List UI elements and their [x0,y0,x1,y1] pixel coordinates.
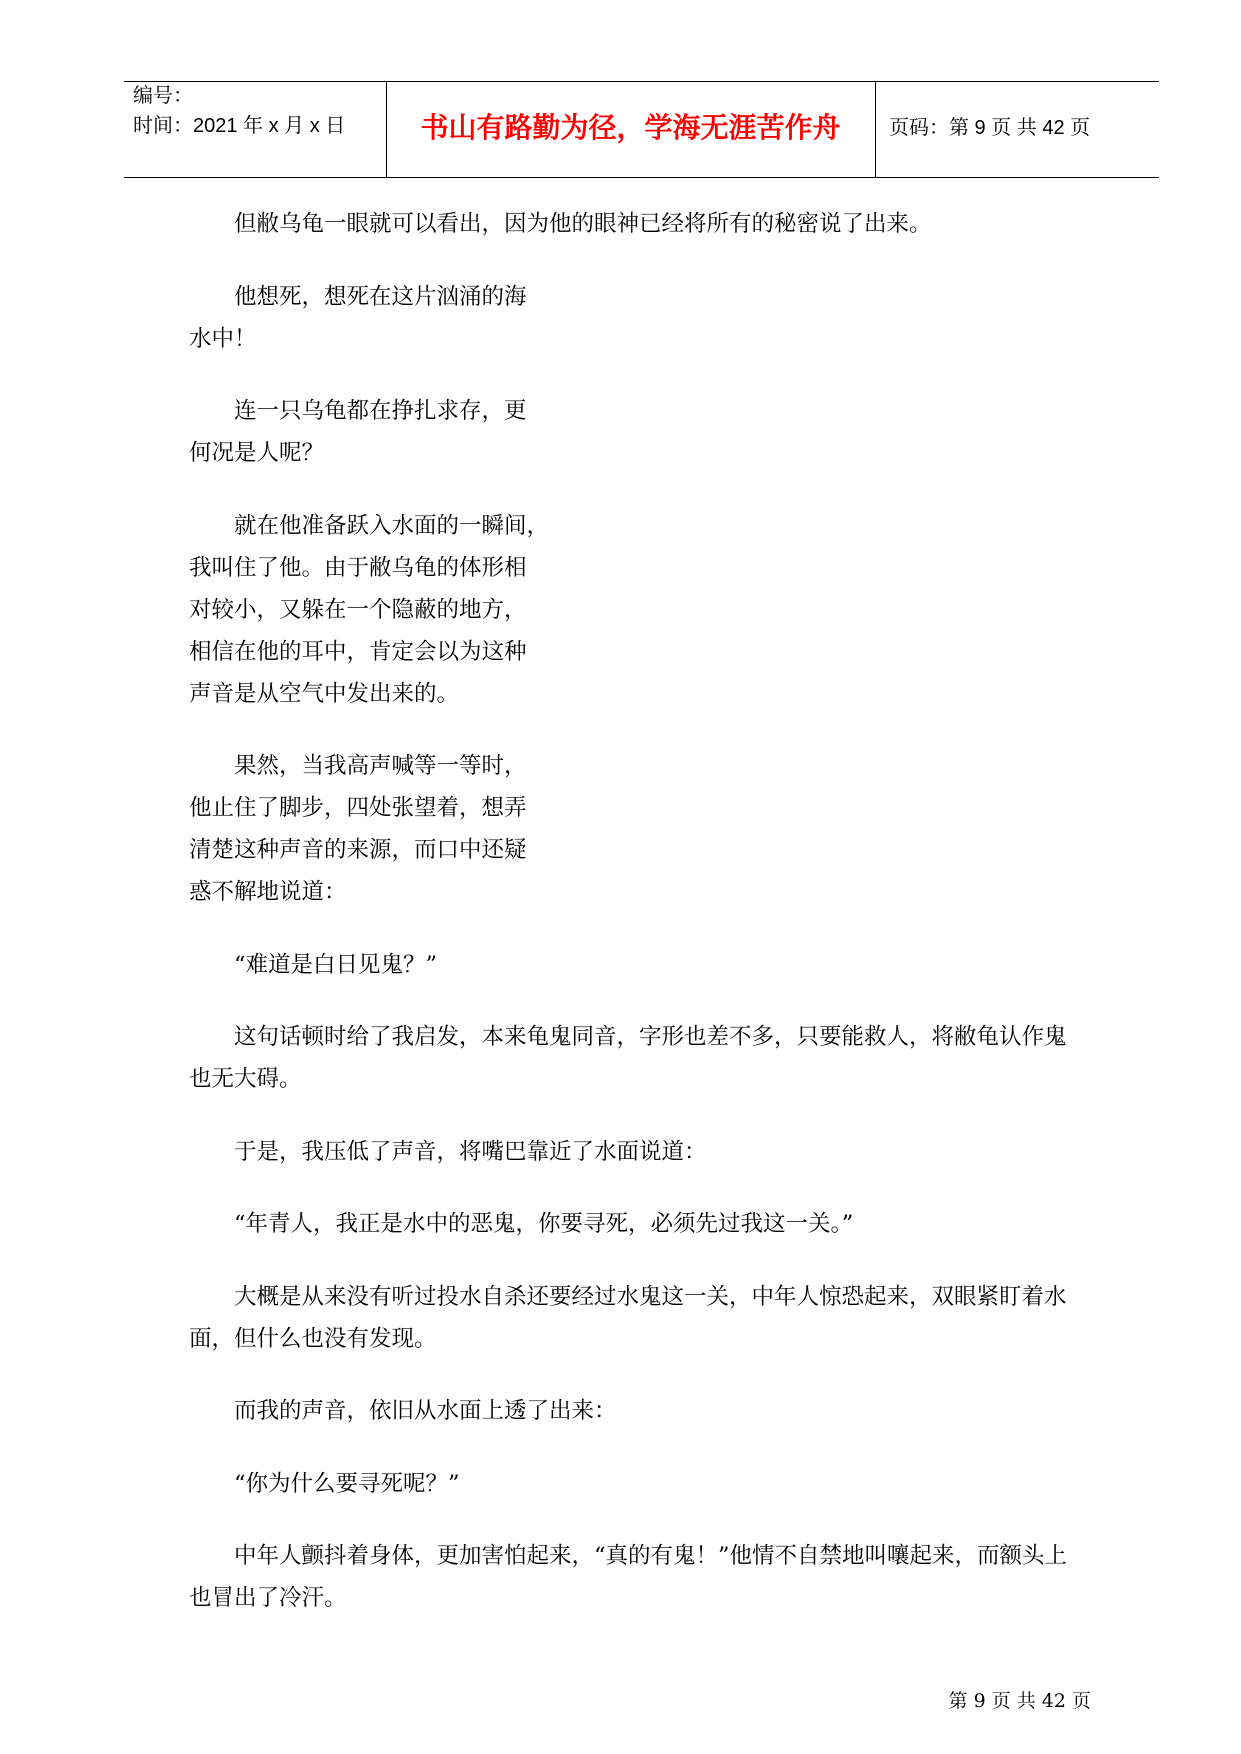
text-line: 于是，我压低了声音，将嘴巴靠近了水面说道： [234,1138,707,1165]
text-line: 大概是从来没有听过投水自杀还要经过水鬼这一关，中年人惊恐起来，双眼紧盯着水 [234,1283,1067,1310]
paragraph [189,1276,1094,1360]
text-line: 连一只乌龟都在挣扎求存，更 [234,398,527,424]
header-divider-right [875,81,876,177]
text-line: 水中！ [189,325,257,352]
text-line: “难道是白日见鬼？” [234,951,438,978]
text-line: 清楚这种声音的来源，而口中还疑 [189,837,527,863]
text-line: 他止住了脚步，四处张望着，想弄 [189,795,527,821]
text-line: 他想死，想死在这片汹涌的海 [234,283,527,310]
paragraph [189,944,1094,986]
paragraph [189,390,1094,474]
text-line: 何况是人呢？ [189,440,325,466]
header-top-border [124,81,1159,82]
paragraph [189,745,1094,913]
paragraph [189,1131,1094,1173]
text-line: 果然，当我高声喊等一等时， [234,753,527,779]
text-line: 声音是从空气中发出来的。 [189,680,460,707]
text-line: 对较小，又躲在一个隐蔽的地方， [189,596,527,623]
text-line: “年青人，我正是水中的恶鬼，你要寻死，必须先过我这一关。” [234,1211,854,1237]
text-line: 面，但什么也没有发现。 [189,1325,437,1352]
text-line: 而我的声音，依旧从水面上透了出来： [234,1398,617,1424]
header-page-info: 页码：第 9 页 共 42 页 [889,117,1091,139]
text-line: 这句话顿时给了我启发，本来龟鬼同音，字形也差不多，只要能救人，将敝龟认作鬼 [234,1024,1067,1050]
header-bottom-border [124,177,1159,178]
text-line: “你为什么要寻死呢？” [234,1470,460,1497]
paragraph [189,203,1094,245]
document-time-label: 时间：2021 年 x 月 x 日 [133,115,346,137]
text-line: 中年人颤抖着身体，更加害怕起来，“真的有鬼！”他情不自禁地叫嚷起来，而额头上 [234,1543,1068,1569]
body-text [189,203,1094,1650]
text-line: 我叫住了他。由于敝乌龟的体形相 [189,554,527,581]
header-motto: 书山有路勤为径，学海无涯苦作舟 [420,111,841,144]
paragraph [189,1535,1094,1619]
text-line: 就在他准备跃入水面的一瞬间， [234,512,550,539]
text-line: 但敝乌龟一眼就可以看出，因为他的眼神已经将所有的秘密说了出来。 [234,211,932,237]
paragraph [189,1463,1094,1505]
text-line: 惑不解地说道： [189,879,347,905]
paragraph [189,1203,1094,1245]
text-line: 也无大碍。 [189,1066,302,1092]
paragraph [189,1390,1094,1432]
text-line: 相信在他的耳中，肯定会以为这种 [189,638,527,665]
page-footer: 第 9 页 共 42 页 [948,1690,1091,1712]
paragraph [189,1016,1094,1100]
document-number-label: 编号： [133,85,193,107]
paragraph [189,505,1094,715]
text-line: 也冒出了冷汗。 [189,1585,347,1611]
paragraph [189,276,1094,360]
